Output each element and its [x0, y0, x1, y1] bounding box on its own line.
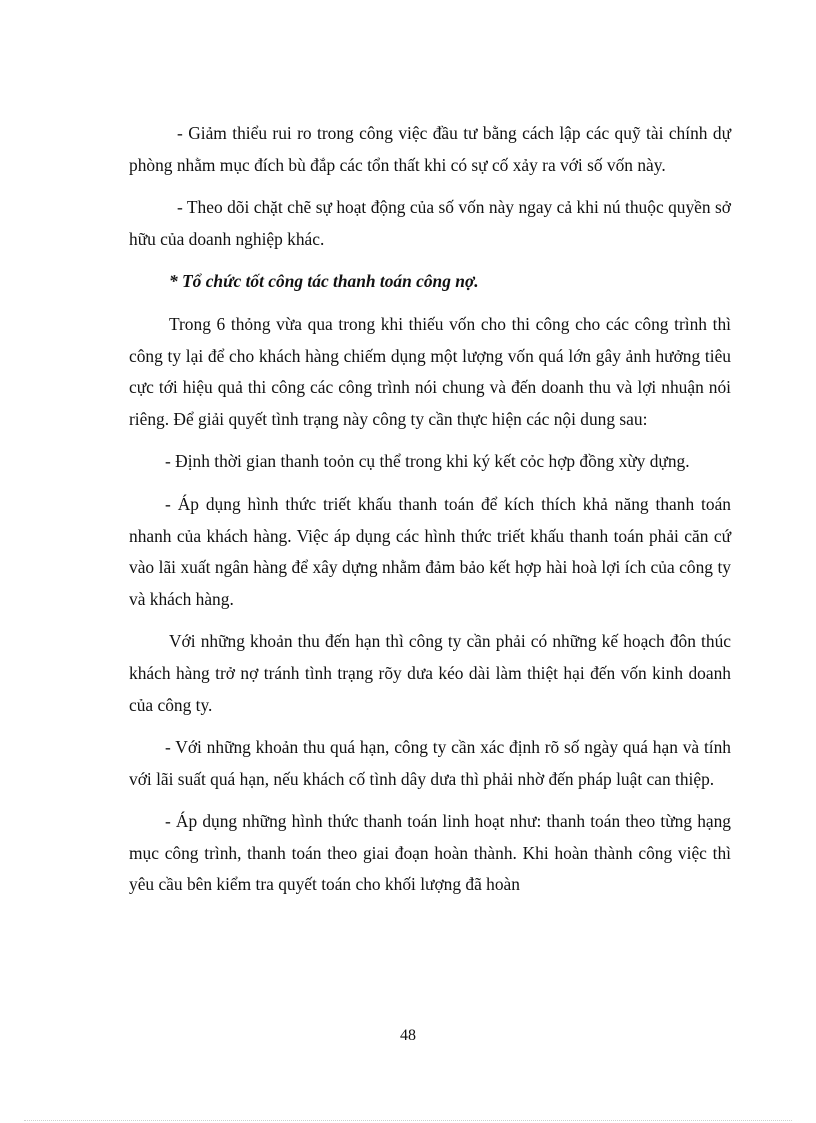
section-heading: * Tổ chức tốt công tác thanh toán công nợ.	[169, 271, 479, 292]
paragraph-flexible-payment: - Áp dụng những hình thức thanh toán linh hoạt như: thanh toán theo từng hạng mục công trình, thanh toán theo giai đoạn hoàn thành. Khi hoàn thành công việc thì yêu cầu bên kiểm tra quyết toán cho khối lượng đã hoàn	[129, 811, 731, 895]
paragraph-overdue-receivables: - Với những khoản thu quá hạn, công ty cần xác định rõ số ngày quá hạn và tính với lãi suất quá hạn, nếu khách cố tình dây dưa thì phải nhờ đến pháp luật can thiệp.	[129, 737, 731, 789]
paragraph-debt-situation: Trong 6 thỏng vừa qua trong khi thiếu vốn cho thi công cho các công trình thì công ty lại để cho khách hàng chiếm dụng một lượng vốn quá lớn gây ảnh hưởng tiêu cực tới hiệu quả thi công các công trình nói chung và đến doanh thu và lợi nhuận nói riêng. Để giải quyết tình trạng này công ty cần thực hiện các nội dung sau:	[129, 313, 731, 429]
page-bottom-divider	[24, 1120, 792, 1121]
paragraph-payment-discount: - Áp dụng hình thức triết khấu thanh toán để kích thích khả năng thanh toán nhanh của khách hàng. Việc áp dụng các hình thức triết khấu thanh toán phải căn cứ vào lãi xuất ngân hàng để xây dựng nhằm đảm bảo kết hợp hài hoà lợi ích của công ty và khách hàng.	[129, 493, 731, 609]
page-number: 48	[400, 1027, 416, 1044]
paragraph-capital-monitoring: - Theo dõi chặt chẽ sự hoạt động của số vốn này ngay cả khi nú thuộc quyền sở hữu của doanh nghiệp khác.	[129, 197, 731, 249]
paragraph-payment-timing: - Định thời gian thanh toỏn cụ thể trong khi ký kết cỏc hợp đồng xừy dựng.	[165, 451, 690, 472]
paragraph-due-receivables: Với những khoản thu đến hạn thì công ty cần phải có những kế hoạch đôn thúc khách hàng trở nợ tránh tình trạng rõy dưa kéo dài làm thiệt hại đến vốn kinh doanh của công ty.	[129, 631, 731, 715]
body-text	[129, 118, 731, 912]
paragraph-risk-reduction: - Giảm thiểu rui ro trong công việc đầu tư bằng cách lập các quỹ tài chính dự phòng nhằm mục đích bù đắp các tổn thất khi có sự cố xảy ra với số vốn này.	[129, 123, 731, 175]
